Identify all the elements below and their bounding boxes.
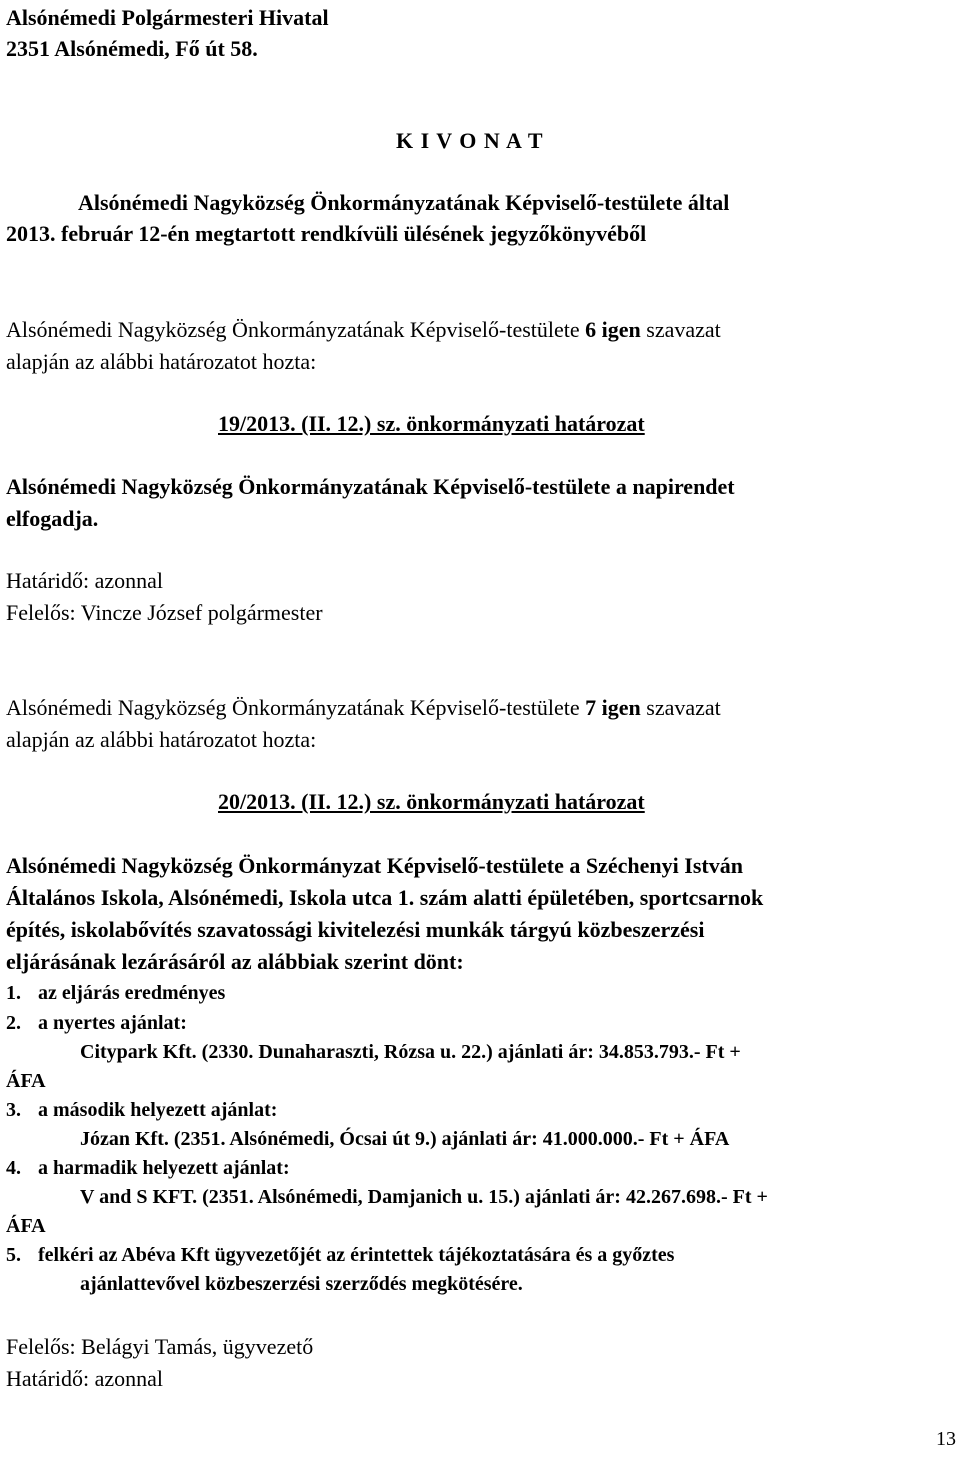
list-item <box>6 1096 277 1125</box>
vote-text: Alsónémedi Nagyközség Önkormányzatának Képviselő-testülete <box>6 317 586 342</box>
intro-line-2: 2013. február 12-én megtartott rendkívüli ülésének jegyzőkönyvéből <box>6 221 647 246</box>
office-name: Alsónémedi Polgármesteri Hivatal <box>6 5 329 30</box>
vote-text-suffix: szavazat <box>640 317 721 342</box>
resolution1-vote-line-2: alapján az alábbi határozatot hozta: <box>6 349 317 374</box>
resolution2-body-line-3: építés, iskolabővítés szavatossági kivitelezési munkák tárgyú közbeszerzési <box>6 917 705 942</box>
list-item-number: 5. <box>6 1244 21 1266</box>
list-item-number: 1. <box>6 982 21 1004</box>
resolution2-responsible: Felelős: Belágyi Tamás, ügyvezető <box>6 1334 314 1359</box>
vote-text-suffix: szavazat <box>640 695 721 720</box>
vote-count: 6 igen <box>585 317 641 342</box>
intro-line-1: Alsónémedi Nagyközség Önkormányzatának Képviselő-testülete által <box>78 190 730 215</box>
office-address: 2351 Alsónémedi, Fő út 58. <box>6 36 258 61</box>
document-title: K I V O N A T <box>396 128 544 153</box>
resolution1-vote-line <box>6 315 721 344</box>
resolution2-number: 20/2013. (II. 12.) sz. önkormányzati határozat <box>218 789 645 814</box>
list-item <box>6 1241 674 1270</box>
list-item-detail: Citypark Kft. (2330. Dunaharaszti, Rózsa u. 22.) ajánlati ár: 34.853.793.- Ft + <box>80 1041 741 1063</box>
resolution2-vote-line <box>6 693 721 722</box>
list-item-number: 4. <box>6 1157 21 1179</box>
page-number: 13 <box>936 1428 956 1450</box>
list-item-detail: ajánlattevővel közbeszerzési szerződés megkötésére. <box>80 1273 523 1295</box>
resolution1-deadline: Határidő: azonnal <box>6 568 163 593</box>
resolution1-body-line-2: elfogadja. <box>6 506 99 531</box>
list-item-text: a harmadik helyezett ajánlat: <box>38 1157 290 1179</box>
list-item-number: 2. <box>6 1012 21 1034</box>
list-item-number: 3. <box>6 1099 21 1121</box>
list-item-text: felkéri az Abéva Kft ügyvezetőjét az érintettek tájékoztatására és a győztes <box>38 1244 675 1266</box>
list-item-text: a második helyezett ajánlat: <box>38 1099 278 1121</box>
resolution2-body-line-1: Alsónémedi Nagyközség Önkormányzat Képviselő-testülete a Széchenyi István <box>6 853 743 878</box>
list-item-text: az eljárás eredményes <box>38 982 226 1004</box>
resolution2-vote-line-2: alapján az alábbi határozatot hozta: <box>6 727 317 752</box>
list-item-detail: V and S KFT. (2351. Alsónémedi, Damjanich u. 15.) ajánlati ár: 42.267.698.- Ft + <box>80 1186 768 1208</box>
list-item-detail-wrap: ÁFA <box>6 1070 46 1092</box>
list-item <box>6 1009 187 1038</box>
resolution1-number: 19/2013. (II. 12.) sz. önkormányzati határozat <box>218 411 645 436</box>
list-item-detail-wrap: ÁFA <box>6 1215 46 1237</box>
list-item-text: a nyertes ajánlat: <box>38 1012 187 1034</box>
vote-count: 7 igen <box>585 695 641 720</box>
resolution2-body-line-2: Általános Iskola, Alsónémedi, Iskola utca 1. szám alatti épületében, sportcsarnok <box>6 885 764 910</box>
resolution1-responsible: Felelős: Vincze József polgármester <box>6 600 323 625</box>
resolution1-body-line-1: Alsónémedi Nagyközség Önkormányzatának Képviselő-testülete a napirendet <box>6 474 735 499</box>
list-item <box>6 1154 290 1183</box>
resolution2-body-line-4: eljárásának lezárásáról az alábbiak szerint dönt: <box>6 949 464 974</box>
document-page <box>6 0 956 1462</box>
resolution2-deadline: Határidő: azonnal <box>6 1366 163 1391</box>
list-item <box>6 979 225 1008</box>
list-item-detail: Józan Kft. (2351. Alsónémedi, Ócsai út 9.) ajánlati ár: 41.000.000.- Ft + ÁFA <box>80 1128 730 1150</box>
vote-text: Alsónémedi Nagyközség Önkormányzatának Képviselő-testülete <box>6 695 586 720</box>
